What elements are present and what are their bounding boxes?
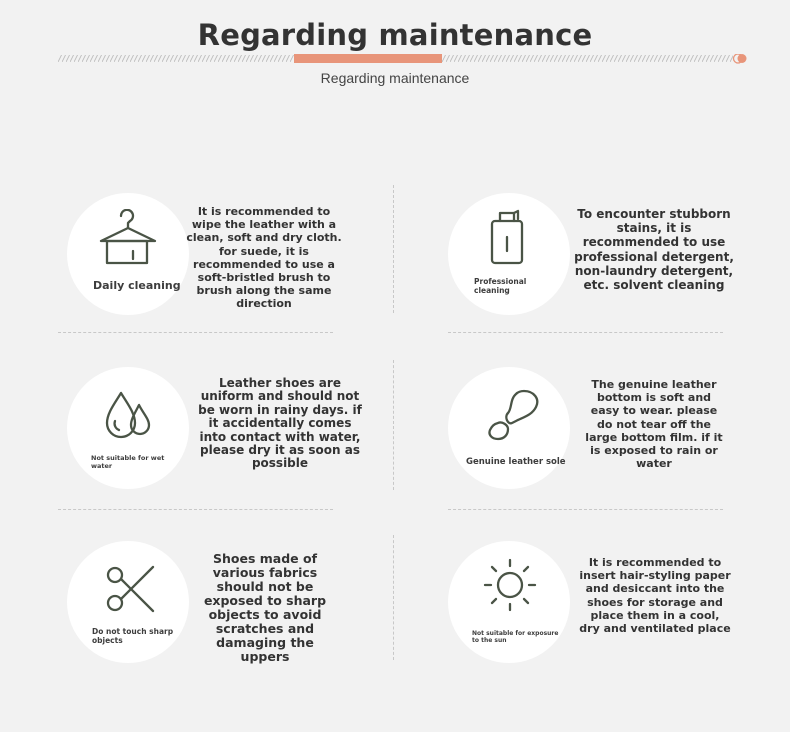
divider-vertical-1 <box>393 185 394 313</box>
divider-horizontal-3 <box>58 509 333 510</box>
detergent-bottle-icon <box>486 207 532 265</box>
icon-circle <box>67 193 189 315</box>
icon-circle <box>67 367 189 489</box>
care-item-description: The genuine leather bottom is soft and easy to wear. please do not tear off the large bottom film. if it is exposed to rain or water <box>585 378 723 471</box>
care-item-description: Leather shoes are uniform and should not be worn in rainy days. if it accidentally comes into contact with water, please dry it as soon as possible <box>198 376 362 471</box>
page-subtitle: Regarding maintenance <box>320 70 470 86</box>
icon-circle <box>448 541 570 663</box>
care-item-label: Daily cleaning <box>93 279 181 292</box>
divider-horizontal-4 <box>448 509 723 510</box>
title-divider <box>58 54 748 64</box>
icon-circle <box>448 367 570 489</box>
shoe-sole-icon <box>484 387 542 443</box>
divider-horizontal-1 <box>58 332 333 333</box>
care-item-description: To encounter stubborn stains, it is recommended to use professional detergent, non-laundry detergent, etc. solvent cleaning <box>574 207 734 293</box>
care-item-description: Shoes made of various fabrics should not be exposed to sharp objects to avoid scratches and damaging the uppers <box>203 551 327 664</box>
care-item-label: Genuine leather sole <box>466 457 566 467</box>
icon-circle <box>448 193 570 315</box>
sun-icon <box>482 557 538 613</box>
divider-horizontal-2 <box>448 332 723 333</box>
page-title: Regarding maintenance <box>197 18 593 52</box>
care-item-label: Do not touch sharp objects <box>92 627 174 645</box>
care-item-description: It is recommended to wipe the leather with a clean, soft and dry cloth. for suede, it is recommended to use a soft-bristled brush to brush along the same direction <box>186 205 342 311</box>
divider-vertical-2 <box>393 360 394 490</box>
divider-vertical-3 <box>393 535 394 660</box>
water-drops-icon <box>103 389 155 441</box>
hanger-icon <box>97 209 159 265</box>
care-item-description: It is recommended to insert hair-styling paper and desiccant into the shoes for storage and place them in a cool, dry and ventilated place <box>579 556 731 636</box>
icon-circle <box>67 541 189 663</box>
title-accent-bar <box>294 54 442 63</box>
care-item-label: Professional cleaning <box>474 277 527 295</box>
scissors-icon <box>103 563 157 617</box>
care-item-label: Not suitable for wet water <box>91 454 165 470</box>
care-item-label: Not suitable for exposure to the sun <box>472 630 559 644</box>
